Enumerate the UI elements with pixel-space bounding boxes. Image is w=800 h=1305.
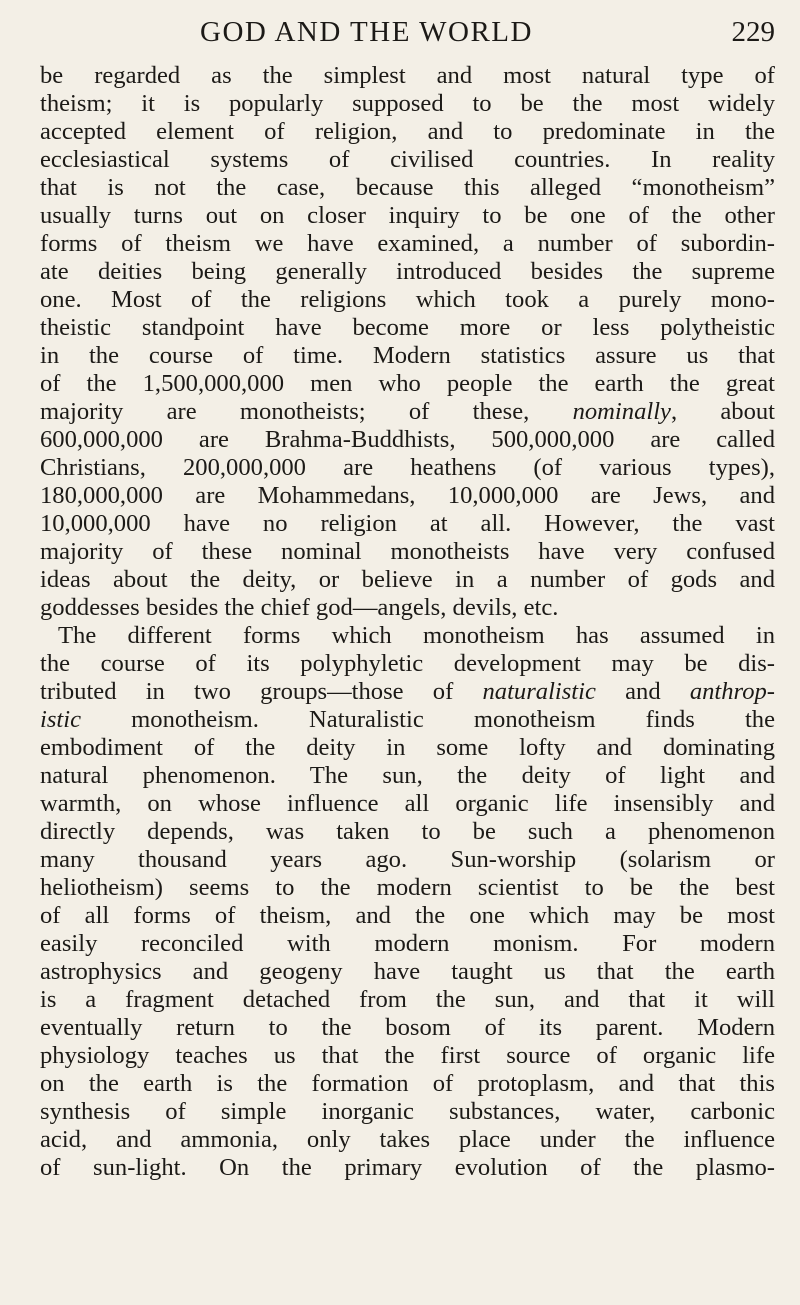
text-line: 10,000,000 have no religion at all. However, the vast	[40, 510, 775, 537]
text-line: accepted element of religion, and to predominate in the	[40, 118, 775, 145]
text-line: of the 1,500,000,000 men who people the earth the great	[40, 370, 775, 397]
text-line: eventually return to the bosom of its parent. Modern	[40, 1014, 775, 1041]
text-line: astrophysics and geogeny have taught us that the earth	[40, 958, 775, 985]
text-line: of all forms of theism, and the one which may be most	[40, 902, 775, 929]
text-line: the course of its polyphyletic development may be dis-	[40, 650, 775, 677]
page-number: 229	[731, 16, 775, 48]
text-line: warmth, on whose influence all organic life insensibly and	[40, 790, 775, 817]
text-line: The different forms which monotheism has assumed in	[58, 622, 775, 649]
text-line: istic monotheism. Naturalistic monotheism finds the	[40, 706, 775, 733]
running-header	[40, 16, 775, 50]
text-line: is a fragment detached from the sun, and that it will	[40, 986, 775, 1013]
text-line: embodiment of the deity in some lofty and dominating	[40, 734, 775, 761]
text-line: physiology teaches us that the first source of organic life	[40, 1042, 775, 1069]
body-text	[40, 62, 775, 1182]
text-line: one. Most of the religions which took a purely mono-	[40, 286, 775, 313]
text-line: be regarded as the simplest and most natural type of	[40, 62, 775, 89]
text-line: of sun-light. On the primary evolution of the plasmo-	[40, 1154, 775, 1181]
running-title: GOD AND THE WORLD	[200, 16, 533, 48]
book-page	[40, 0, 775, 1305]
text-line: heliotheism) seems to the modern scientist to be the best	[40, 874, 775, 901]
text-line: majority are monotheists; of these, nominally, about	[40, 398, 776, 425]
text-line: 180,000,000 are Mohammedans, 10,000,000 are Jews, and	[40, 482, 775, 509]
text-line: forms of theism we have examined, a number of subordin-	[40, 230, 775, 257]
text-line: majority of these nominal monotheists have very confused	[40, 538, 775, 565]
text-line: theistic standpoint have become more or less polytheistic	[40, 314, 775, 341]
text-line: goddesses besides the chief god—angels, devils, etc.	[40, 594, 559, 621]
text-line: on the earth is the formation of protoplasm, and that this	[40, 1070, 775, 1097]
text-line: that is not the case, because this alleged “monotheism”	[40, 174, 775, 201]
text-line: 600,000,000 are Brahma-Buddhists, 500,000,000 are called	[40, 426, 775, 453]
text-line: easily reconciled with modern monism. For modern	[40, 930, 775, 957]
text-line: ate deities being generally introduced besides the supreme	[40, 258, 775, 285]
text-line: natural phenomenon. The sun, the deity of light and	[40, 762, 775, 789]
text-line: ecclesiastical systems of civilised countries. In reality	[40, 146, 775, 173]
text-line: many thousand years ago. Sun-worship (solarism or	[40, 846, 775, 873]
text-line: ideas about the deity, or believe in a number of gods and	[40, 566, 775, 593]
text-line: usually turns out on closer inquiry to be one of the other	[40, 202, 775, 229]
text-line: synthesis of simple inorganic substances, water, carbonic	[40, 1098, 775, 1125]
text-line: acid, and ammonia, only takes place under the influence	[40, 1126, 775, 1153]
text-line: tributed in two groups—those of naturalistic and anthrop-	[40, 678, 775, 705]
text-line: directly depends, was taken to be such a phenomenon	[40, 818, 775, 845]
text-line: in the course of time. Modern statistics assure us that	[40, 342, 775, 369]
text-line: theism; it is popularly supposed to be the most widely	[40, 90, 775, 117]
text-line: Christians, 200,000,000 are heathens (of various types),	[40, 454, 775, 481]
